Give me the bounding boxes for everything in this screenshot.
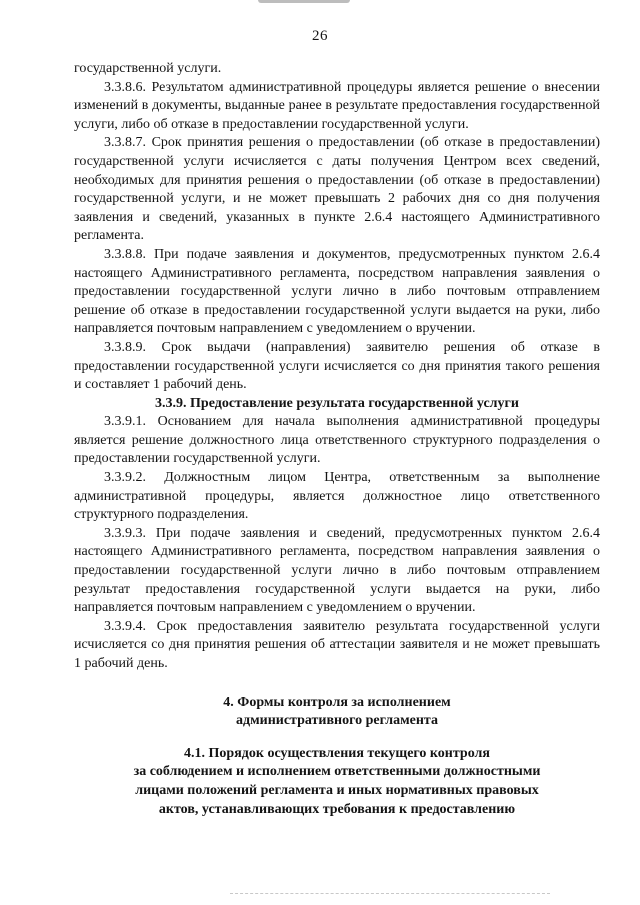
footer-scan-line <box>230 893 550 894</box>
paragraph: 3.3.8.8. При подаче заявления и документов, предусмотренных пунктом 2.6.4 настоящего Административного регламента, посредством направления заявления о предоставлении государственной услуги лично в либо почтовым отправлением решение об отказе в предоставлении государственной услуги выдается на руки, либо направляется почтовым направлением с уведомлением о вручении. <box>74 246 600 337</box>
heading-line: за соблюдением и исполнением ответственными должностными <box>133 764 541 780</box>
paragraph: 3.3.8.9. Срок выдачи (направления) заявителю решения об отказе в предоставлении государственной услуги исчисляется со дня принятия такого решения и составляет 1 рабочий день. <box>74 339 600 393</box>
paragraph: 3.3.9.3. При подаче заявления и сведений, предусмотренных пунктом 2.6.4 настоящего Административного регламента, посредством направления заявления о предоставлении государственной услуги лично в либо почтовым отправлением результат предоставления государственной услуги выдается на руки, либо направляется почтовым направлением с уведомлением о вручении. <box>74 525 600 616</box>
heading-3-3-9: 3.3.9. Предоставление результата государственной услуги <box>155 395 519 411</box>
scan-artifact <box>258 0 350 3</box>
paragraph: государственной услуги. <box>74 61 222 76</box>
paragraph: 3.3.9.4. Срок предоставления заявителю результата государственной услуги исчисляется со дня принятия решения об аттестации заявителя и не может превышать 1 рабочий день. <box>74 618 600 671</box>
heading-section-4-1 <box>74 745 600 819</box>
page-number: 26 <box>312 28 328 44</box>
paragraphs-section-3-3-9 <box>74 413 600 673</box>
heading-section-4 <box>74 694 600 731</box>
paragraphs-section-3-3-8 <box>74 60 600 395</box>
paragraph: 3.3.9.1. Основанием для начала выполнения административной процедуры является решение должностного лица ответственного структурного подразделения о предоставлении государственной услуги. <box>74 414 600 467</box>
heading-line: лицами положений регламента и иных нормативных правовых <box>135 782 539 798</box>
document-body <box>74 60 600 819</box>
heading-line: 4. Формы контроля за исполнением <box>223 694 451 710</box>
heading-line: административного регламента <box>236 713 438 729</box>
paragraph: 3.3.8.6. Результатом административной процедуры является решение о внесении изменений в документы, выданные ранее в результате предоставления государственной услуги, либо об отказе в предоставлении государственной услуги. <box>74 79 600 132</box>
heading-line: 4.1. Порядок осуществления текущего контроля <box>184 745 490 761</box>
heading-line: актов, устанавливающих требования к предоставлению <box>158 801 516 817</box>
paragraph: 3.3.8.7. Срок принятия решения о предоставлении (об отказе в предоставлении) государственной услуги исчисляется с даты получения Центром всех сведений, необходимых для принятия решения о предоставлении (об отказе в предоставлении) государственной услуги, и не может превышать 2 рабочих дня со дня получения заявления и сведений, указанных в пункте 2.6.4 настоящего Административного регламента. <box>74 135 600 244</box>
paragraph: 3.3.9.2. Должностным лицом Центра, ответственным за выполнение административной процедуры, является должностное лицо ответственного структурного подразделения. <box>74 470 600 523</box>
